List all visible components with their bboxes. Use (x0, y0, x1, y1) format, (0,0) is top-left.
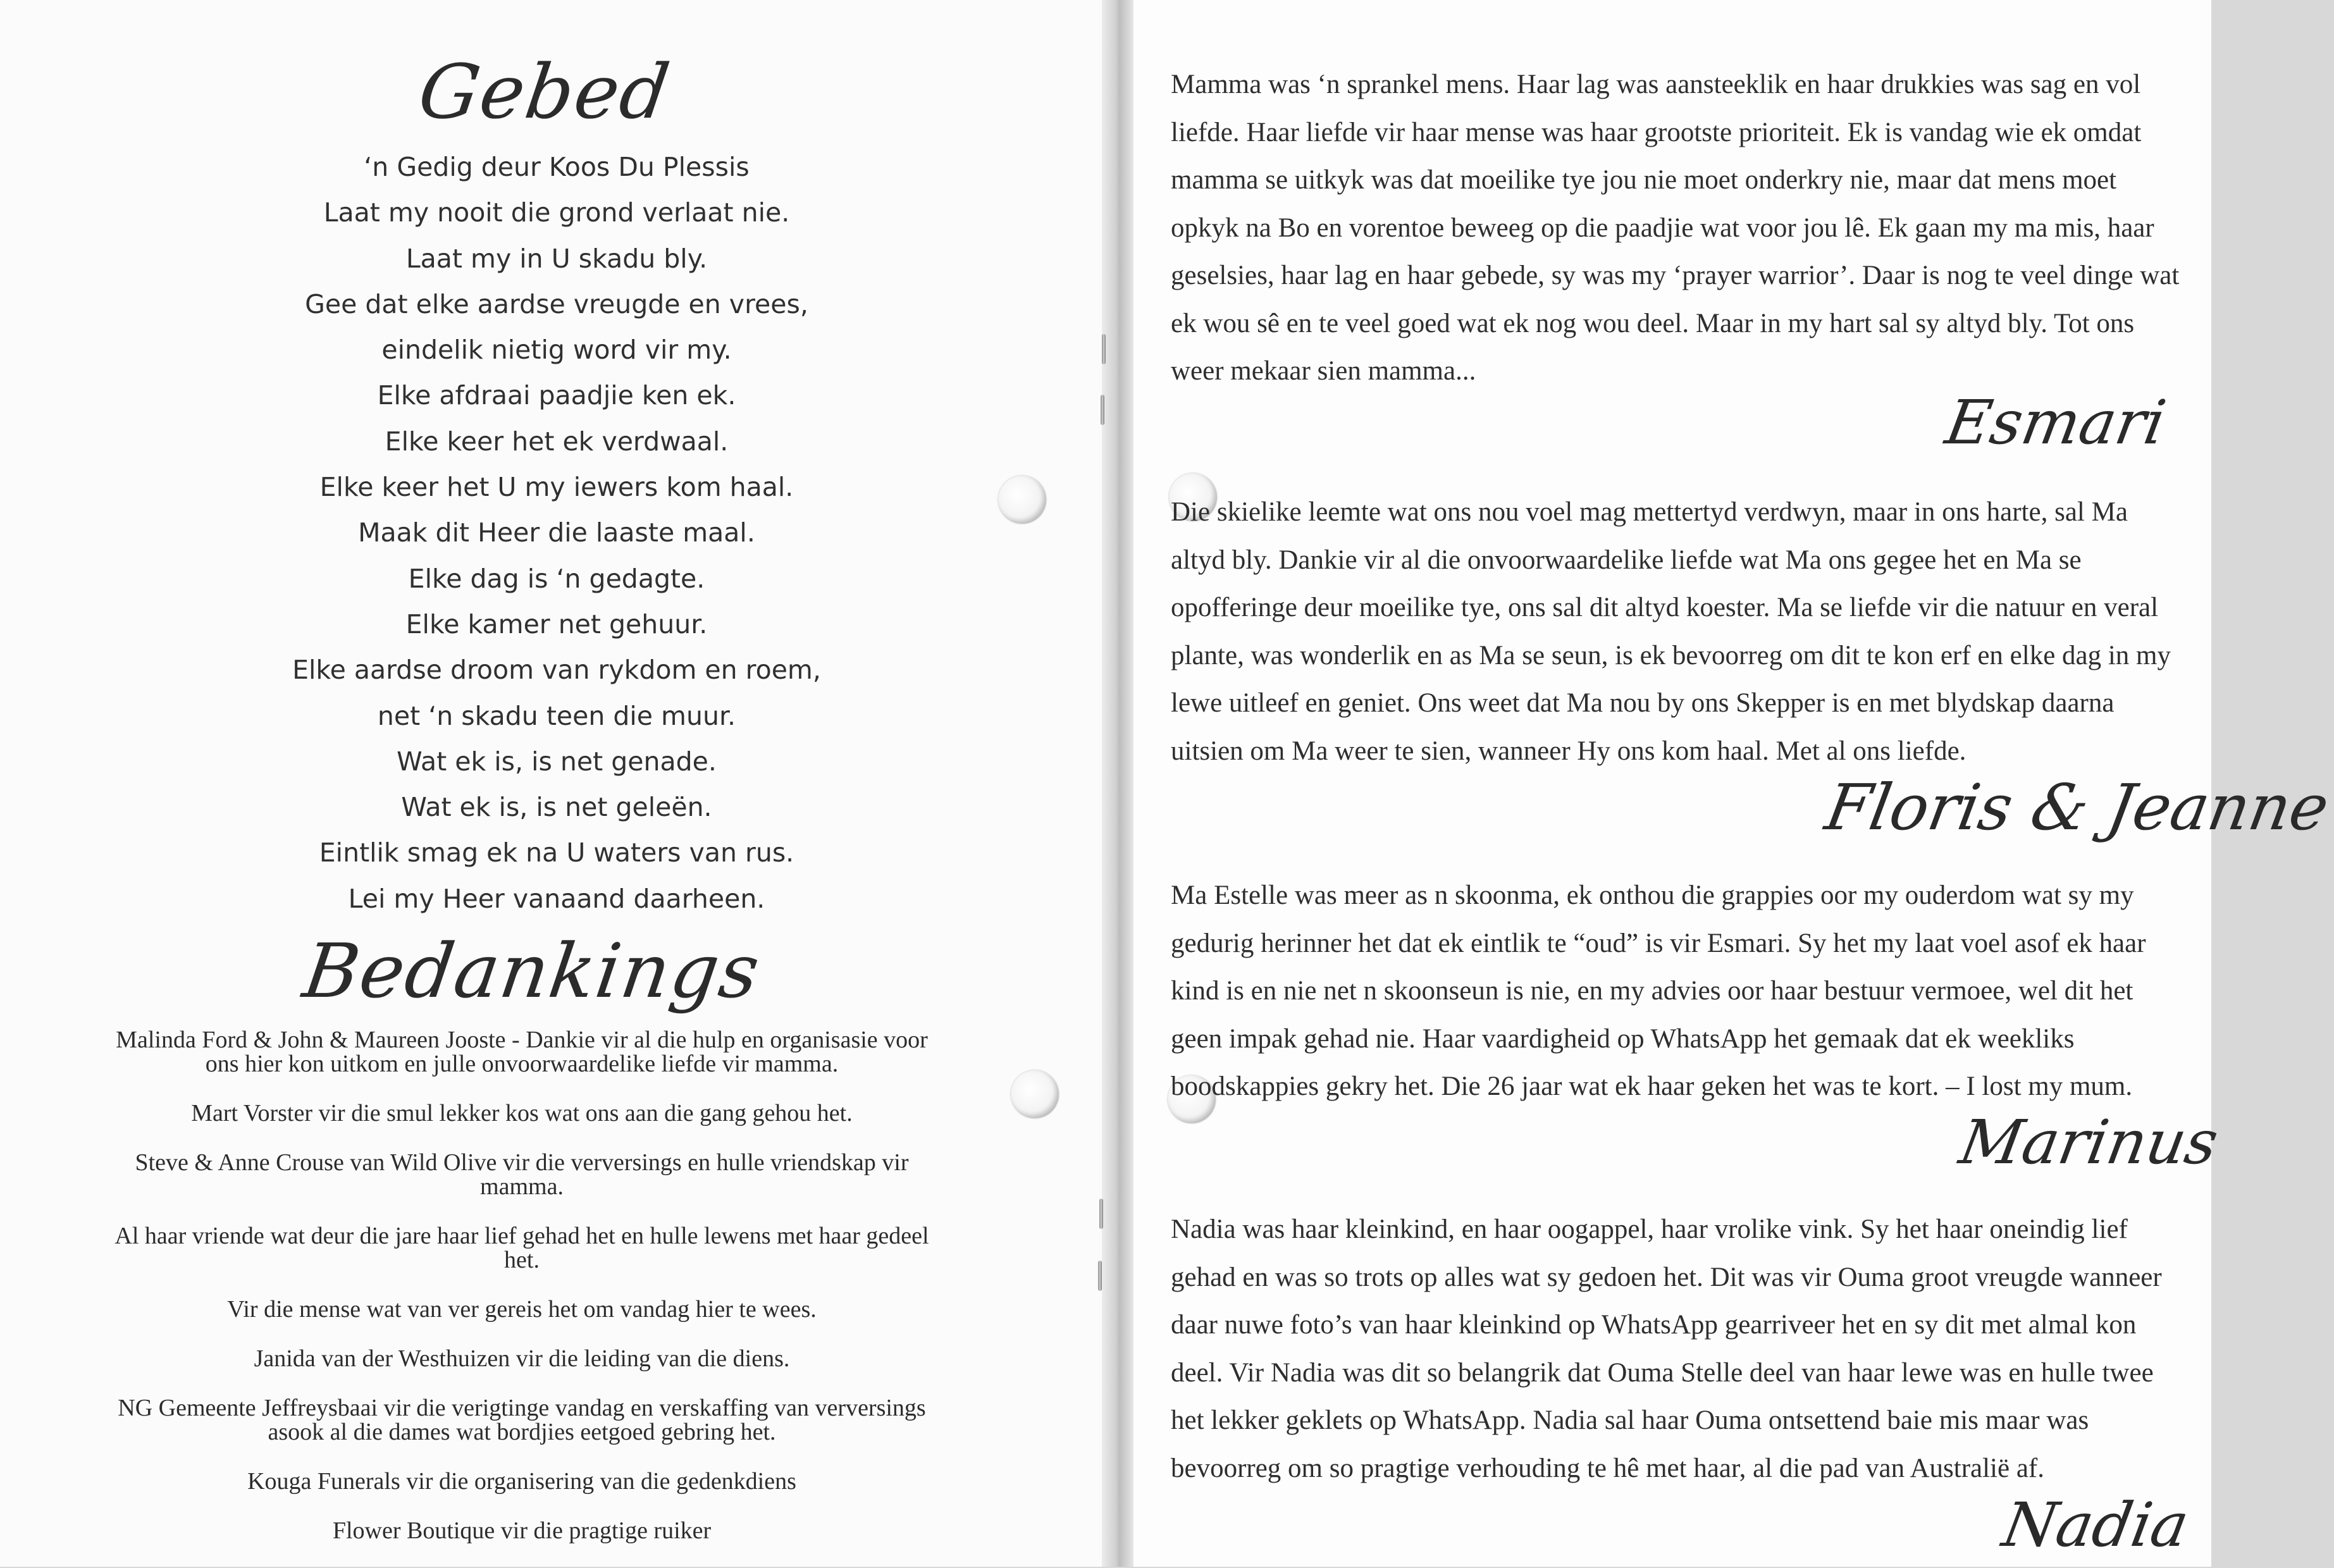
poem-line: Laat my nooit die grond verlaat nie. (323, 197, 790, 228)
thanks-list (101, 1028, 942, 1568)
poem-line: Elke keer het ek verdwaal. (385, 426, 729, 457)
poem-line: Elke kamer net gehuur. (405, 608, 708, 639)
poem-line: Eintlik smag ek na U waters van rus. (319, 837, 794, 868)
poem-line: Lei my Heer vanaand daarheen. (348, 883, 765, 914)
poem-line: ‘n Gedig deur Koos Du Plessis (364, 152, 750, 182)
poem-line: Wat ek is, is net genade. (397, 746, 717, 777)
poem-line: Maak dit Heer die laaste maal. (358, 517, 755, 548)
tribute-paragraph: Nadia was haar kleinkind, en haar oogappel, haar vrolike vink. Sy het haar oneindig lief gehad en was so trots op alles wat sy gedoen het. Dit was vir Ouma groot vreugde wanneer daar nuwe foto’s van haar kleinkind op WhatsApp gearriveer het en sy dit met almal kon deel. Vir Nadia was dit so belangrik dat Ouma Stelle deel van haar lewe was en hulle twee het lekker geklets op WhatsApp. Nadia sal haar Ouma ontsettend baie mis maar was bevoorreg om so pragtige verhouding te hê met haar, al die pad van Australië af. (1171, 1214, 2162, 1483)
poem-line: Gee dat elke aardse vreugde en vrees, (305, 288, 808, 319)
signature-esmari: Esmari (1941, 387, 2171, 458)
staple-lower-bottom (1098, 1261, 1102, 1291)
tribute-paragraph: Ma Estelle was meer as n skoonma, ek onthou die grappies oor my ouderdom wat sy my gedurig herinner het dat ek eintlik te “oud” is vir Esmari. Sy het my laat voel asof ek haar kind is en nie net n skoonseun is nie, en my advies oor haar bestuur vermoee, wel dit het geen impak gehad nie. Haar vaardigheid op WhatsApp het gemaak dat ek weekliks boodskappies gekry het. Die 26 jaar wat ek haar geken het was te kort. – I lost my mum. (1171, 880, 2146, 1101)
punch-hole-lower-left (1011, 1070, 1059, 1118)
poem-line: Elke dag is ‘n gedagte. (408, 563, 705, 594)
tribute-paragraph: Mamma was ‘n sprankel mens. Haar lag was aansteeklik en haar drukkies was sag en vol liefde. Haar liefde vir haar mense was haar grootste prioriteit. Ek is vandag wie ek omdat mamma se uitkyk was dat moeilike tye jou nie moet onderkry nie, maar dat mens moet opkyk na Bo en vorentoe beweeg op die paadjie wat voor jou lê. Ek gaan my ma mis, haar geselsies, haar lag en haar gebede, sy was my ‘prayer warrior’. Daar is nog te veel dinge wat ek wou sê en te veel goed wat ek nog wou deel. Maar in my hart sal sy altyd bly. Tot ons weer mekaar sien mamma... (1171, 70, 2180, 386)
staple-upper-bottom (1101, 395, 1104, 425)
thanks-item: Vir die mense wat van ver gereis het om vandag hier te wees. (227, 1296, 817, 1323)
staple-lower-top (1099, 1199, 1103, 1229)
page-fold (1102, 0, 1133, 1567)
prayer-heading: Gebed (413, 48, 676, 135)
thanks-item: Malinda Ford & John & Maureen Jooste - Dankie vir al die hulp en organisasie voor ons hier kon uitkom en julle onvoorwaardelike liefde vir mamma. (116, 1027, 928, 1077)
signature-nadia: Nadia (1997, 1490, 2194, 1560)
thanks-item: Mart Vorster vir die smul lekker kos wat ons aan die gang gehou het. (191, 1100, 853, 1127)
poem-line: eindelik nietig word vir my. (381, 335, 732, 366)
poem (190, 144, 923, 922)
tribute-paragraph: Die skielike leemte wat ons nou voel mag mettertyd verdwyn, maar in ons harte, sal Ma altyd bly. Dankie vir al die onvoorwaardelike liefde wat Ma ons gegee het en Ma se opofferinge deur moeilike tye, ons sal dit altyd koester. Ma se liefde vir die natuur en veral plante, was wonderlik en as Ma se seun, is ek bevoorreg om dit te kon erf en elke dag in my lewe uitleef en geniet. Ons weet dat Ma nou by ons Skepper is en met blydskap daarna uitsien om Ma weer te sien, wanneer Hy ons kom haal. Met al ons liefde. (1171, 497, 2171, 766)
thanks-item: Flower Boutique vir die pragtige ruiker (332, 1517, 712, 1544)
signature-floris-jeanne: Floris & Jeanne (1820, 770, 2334, 844)
poem-line: Elke keer het U my iewers kom haal. (319, 472, 794, 503)
thanks-item: Janida van der Westhuizen vir die leiding van die diens. (254, 1345, 790, 1372)
thanks-item: Kouga Funerals vir die organisering van die gedenkdiens (247, 1468, 796, 1495)
thanks-heading: Bedankings (298, 927, 766, 1015)
thanks-item: Al haar vriende wat deur die jare haar lief gehad het en hulle lewens met haar gedeel het. (114, 1223, 929, 1273)
thanks-item: NG Gemeente Jeffreysbaai vir die verigtinge vandag en verskaffing van verversings asook al die dames wat bordjies eetgoed gebring het. (118, 1395, 926, 1445)
poem-line: net ‘n skadu teen die muur. (377, 700, 736, 731)
punch-hole-upper-left (998, 476, 1046, 524)
staple-upper-top (1102, 334, 1106, 364)
poem-line: Wat ek is, is net geleën. (401, 792, 712, 823)
signature-marinus: Marinus (1954, 1107, 2223, 1178)
poem-line: Laat my in U skadu bly. (405, 243, 708, 274)
poem-line: Elke afdraai paadjie ken ek. (377, 380, 736, 411)
thanks-item: Steve & Anne Crouse van Wild Olive vir die verversings en hulle vriendskap vir mamma. (135, 1149, 909, 1200)
poem-line: Elke aardse droom van rykdom en roem, (292, 655, 821, 686)
